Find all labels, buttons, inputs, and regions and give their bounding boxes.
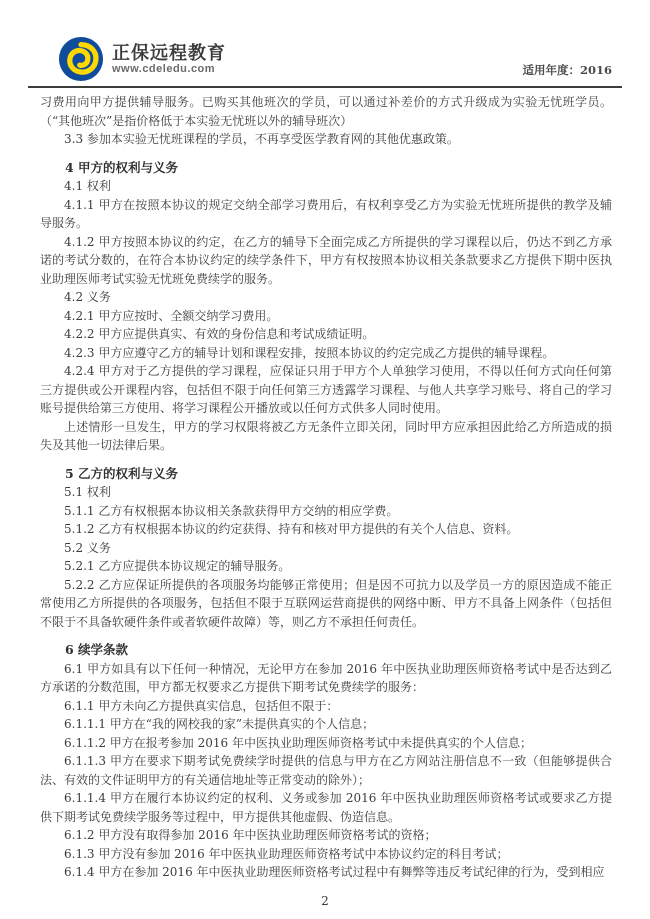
brand-logo-icon bbox=[58, 36, 104, 82]
paragraph: 6.1.2 甲方没有取得参加 2016 年中医执业助理医师资格考试的资格； bbox=[64, 828, 437, 842]
paragraph: 5.1 权利 bbox=[64, 485, 111, 499]
paragraph: 4.2.2 甲方应提供真实、有效的身份信息和考试成绩证明。 bbox=[64, 327, 375, 341]
paragraph: 5.2.2 乙方应保证所提供的各项服务均能够正常使用；但是因不可抗力以及学员一方的原因造成不能正常使用乙方所提供的各项服务，包括但不限于互联网运营商提供的网络中断、甲方不具备上网条件（包括但不限于不具备软硬件条件或者软硬件故障）等，则乙方不承担任何责任。 bbox=[40, 577, 612, 629]
paragraph: 4.2.3 甲方应遵守乙方的辅导计划和课程安排，按照本协议的约定完成乙方提供的辅导课程。 bbox=[64, 345, 555, 360]
brand bbox=[58, 36, 226, 82]
section-heading: 6 续学条款 bbox=[65, 642, 129, 657]
document-body bbox=[0, 88, 650, 882]
paragraph: 6.1.1.4 甲方在履行本协议约定的权利、义务或参加 2016 年中医执业助理医师资格考试或要求乙方提供下期考试免费续学服务等过程中，甲方提供其他虚假、伪造信息。 bbox=[40, 791, 612, 824]
brand-url: www.cdeledu.com bbox=[112, 63, 216, 76]
paragraph: 6.1.1 甲方未向乙方提供真实信息，包括但不限于： bbox=[64, 698, 339, 713]
paragraph: 习费用向甲方提供辅导服务。已购买其他班次的学员，可以通过补差价的方式升级成为实验无忧班学员。（“其他班次”是指价格低于本实验无忧班以外的辅导班次） bbox=[40, 95, 612, 128]
paragraph: 4.2.4 甲方对于乙方提供的学习课程，应保证只用于甲方个人单独学习使用，不得以任何方式向任何第三方提供或公开课程内容，包括但不限于向任何第三方透露学习课程、与他人共享学习账号、将自己的学习账号提供给第三方使用、将学习课程公开播放或以任何方式供多人同时使用。 bbox=[40, 364, 612, 415]
paragraph: 5.2 义务 bbox=[64, 540, 111, 555]
applicable-year-label: 适用年度：2016 bbox=[522, 63, 612, 77]
paragraph: 6.1.1.2 甲方在报考参加 2016 年中医执业助理医师资格考试中未提供真实的个人信息； bbox=[64, 735, 532, 750]
paragraph: 6.1.4 甲方在参加 2016 年中医执业助理医师资格考试过程中有舞弊等违反考试纪律的行为，受到相应 bbox=[64, 865, 605, 879]
paragraph: 6.1.1.1 甲方在“我的网校我的家”未提供真实的个人信息； bbox=[64, 717, 375, 731]
paragraph: 5.1.1 乙方有权根据本协议相关条款获得甲方交纳的相应学费。 bbox=[64, 503, 399, 518]
paragraph: 5.2.1 乙方应提供本协议规定的辅导服务。 bbox=[64, 559, 291, 573]
section-heading: 5 乙方的权利与义务 bbox=[65, 465, 179, 481]
page-header bbox=[0, 0, 650, 82]
paragraph: 5.1.2 乙方有权根据本协议的约定获得、持有和核对甲方提供的有关个人信息、资料。 bbox=[64, 522, 519, 536]
paragraph: 4.2 义务 bbox=[64, 290, 111, 304]
section-heading: 4 甲方的权利与义务 bbox=[65, 159, 179, 175]
paragraph: 3.3 参加本实验无忧班课程的学员，不再享受医学教育网的其他优惠政策。 bbox=[64, 132, 459, 146]
paragraph: 6.1.3 甲方没有参加 2016 年中医执业助理医师资格考试中本协议约定的科目考试； bbox=[64, 846, 509, 861]
page-number: 2 bbox=[321, 893, 329, 908]
paragraph: 4.1.1 甲方在按照本协议的规定交纳全部学习费用后，有权利享受乙方为实验无忧班所提供的教学及辅导服务。 bbox=[40, 197, 612, 230]
brand-text bbox=[112, 43, 226, 76]
paragraph: 4.1 权利 bbox=[64, 179, 111, 193]
paragraph: 上述情形一旦发生，甲方的学习权限将被乙方无条件立即关闭，同时甲方应承担因此给乙方所造成的损失及其他一切法律后果。 bbox=[40, 419, 612, 452]
paragraph: 6.1.1.3 甲方在要求下期考试免费续学时提供的信息与甲方在乙方网站注册信息不一致（但能够提供合法、有效的文件证明甲方的有关通信地址等正常变动的除外）； bbox=[40, 754, 612, 787]
paragraph: 4.2.1 甲方应按时、全额交纳学习费用。 bbox=[64, 308, 279, 323]
brand-name: 正保远程教育 bbox=[112, 42, 226, 63]
paragraph: 6.1 甲方如具有以下任何一种情况，无论甲方在参加 2016 年中医执业助理医师资格考试中是否达到乙方承诺的分数范围，甲方都无权要求乙方提供下期考试免费续学的服务： bbox=[40, 661, 612, 694]
paragraph: 4.1.2 甲方按照本协议的约定，在乙方的辅导下全面完成乙方所提供的学习课程以后，仍达不到乙方承诺的考试分数的，在符合本协议约定的续学条件下，甲方有权按照本协议相关条款要求乙方提供下期中医执业助理医师考试实验无忧班免费续学的服务。 bbox=[40, 234, 612, 286]
